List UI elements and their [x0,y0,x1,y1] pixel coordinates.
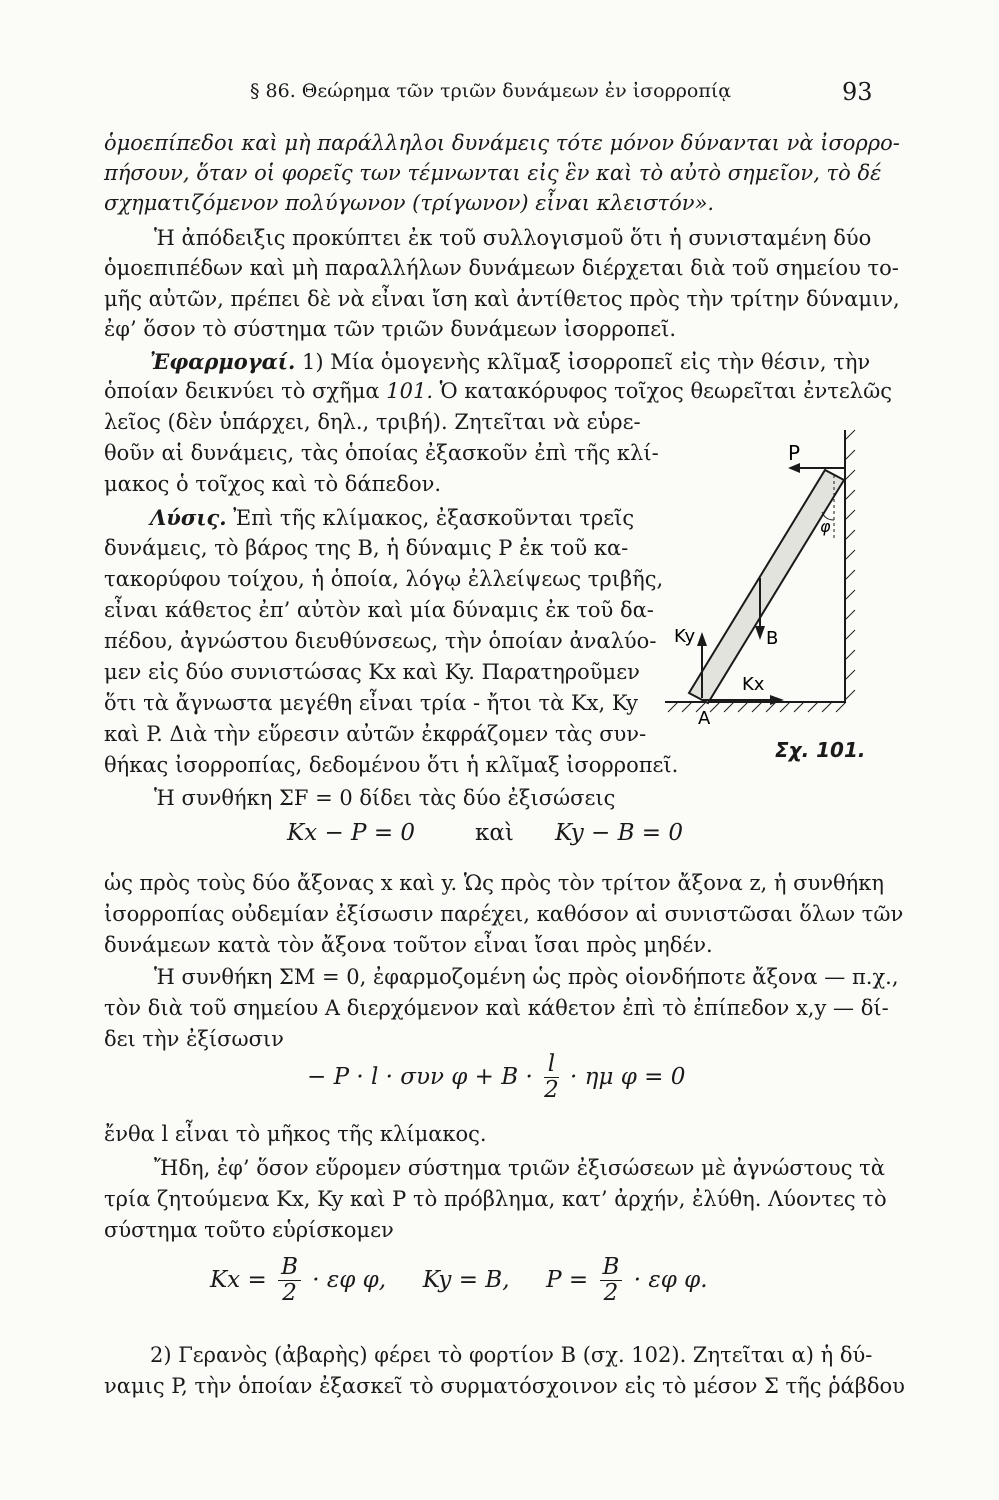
text-line: Ἡ ἀπόδειξις προκύπτει ἐκ τοῦ συλλογισμοῦ ὅτι ἡ συνισταμένη δύο [154,226,872,250]
text-line: ἰσορροπίας οὐδεμίαν ἐξίσωσιν παρέχει, καθόσον αἱ συνιστῶσαι ὅλων τῶν [104,902,904,926]
text-line: τὸν διὰ τοῦ σημείου A διερχόμενον καὶ κάθετον ἐπὶ τὸ ἐπίπεδον x,y — δί- [104,996,889,1020]
text-line: ναμις P, τὴν ὁποίαν ἐξασκεῖ τὸ συρματόσχοινον εἰς τὸ μέσον Σ τῆς ῥάβδου [104,1374,905,1398]
label-p: P [788,441,801,465]
fraction: $\frac{l}{2}$ [544,1051,559,1104]
text-line: μακος ὁ τοῖχος καὶ τὸ δάπεδον. [104,472,442,496]
text-line: τακορύφου τοίχου, ἡ ὁποία, λόγῳ ἐλλείψεως τριβῆς, [104,567,664,591]
text-line: ὅτι τὰ ἄγνωστα μεγέθη εἶναι τρία - ἤτοι τὰ Kx, Ky [104,691,639,715]
text-line: Λύσις. Ἐπὶ τῆς κλίμακος, ἐξασκοῦνται τρεῖς [150,505,635,530]
label-b: B [766,628,779,649]
fraction: $\frac{B}{2}$ [278,1255,301,1307]
label-kx: Kx [742,674,765,695]
label-a: A [698,708,711,729]
equation-1-right: Ky − B = 0 [555,820,684,846]
equation-1-left: Kx − P = 0 [287,820,416,846]
equation-2: − P · l · συν φ + B · $\frac{l}{2}$ · ημ φ = 0 [307,1051,686,1104]
text-line: 2) Γερανὸς (ἀβαρὴς) φέρει τὸ φορτίον B (σχ. 102). Ζητεῖται α) ἡ δύ- [150,1343,873,1367]
text-line: δυνάμεων κατὰ τὸν ἄξονα τοῦτον εἶναι ἴσαι πρὸς μηδέν. [104,933,713,957]
text-line: ὁμοεπιπέδων καὶ μὴ παραλλήλων δυνάμεων διέρχεται διὰ τοῦ σημείου το- [104,256,899,280]
text-line: πήσουν, ὅταν οἱ φορεῖς των τέμνωνται εἰς ἓν καὶ τὸ αὐτὸ σημεῖον, τὸ δέ [104,161,882,185]
text-line: Ἐφαρμογαί. 1) Μία ὁμογενὴς κλῖμαξ ἰσορροπεῖ εἰς τὴν θέσιν, τὴν [150,349,871,374]
label-ky: Ky [674,626,696,647]
text-line: πέδου, ἀγνώστου διευθύνσεως, τὴν ὁποίαν ἀναλύο- [104,629,657,653]
text-line: σύστημα τοῦτο εὑρίσκομεν [104,1218,394,1242]
text-line: καὶ P. Διὰ τὴν εὕρεσιν αὐτῶν ἐκφράζομεν τὰς συν- [104,722,647,746]
label-phi: φ [820,517,831,536]
text-line: ὡς πρὸς τοὺς δύο ἄξονας x καὶ y. Ὡς πρὸς τὸν τρίτον ἄξονα z, ἡ συνθήκη [104,871,884,895]
figure-ladder [660,420,890,770]
text-line: ἐφ’ ὅσον τὸ σύστημα τῶν τριῶν δυνάμεων ἰσορροπεῖ. [104,317,676,341]
text-line: θοῦν αἱ δυνάμεις, τὰς ὁποίας ἐξασκοῦν ἐπὶ τῆς κλί- [104,441,659,465]
text-line: ὁμοεπίπεδοι καὶ μὴ παράλληλοι δυνάμεις τότε μόνον δύνανται νὰ ἰσορρο- [104,131,900,155]
text-line: σχηματιζόμενον πολύγωνον (τρίγωνον) εἶναι κλειστόν». [104,191,715,215]
text-line: δει τὴν ἐξίσωσιν [104,1027,284,1051]
text-line: δυνάμεις, τὸ βάρος της B, ἡ δύναμις P ἐκ τοῦ κα- [104,536,629,560]
text-line: τρία ζητούμενα Kx, Ky καὶ P τὸ πρόβλημα, κατ’ ἀρχήν, ἐλύθη. Λύοντες τὸ [104,1187,887,1211]
running-header [0,80,999,110]
figure-caption: Σχ. 101. [775,738,866,762]
section-heading: Ἐφαρμογαί. [150,349,296,374]
header-title: § 86. Θεώρημα τῶν τριῶν δυνάμεων ἐν ἰσορροπίᾳ [250,80,732,102]
equation-3: Kx = $\frac{B}{2}$ · εφ φ, Ky = B, P = $\frac{B}{2}$ · εφ φ. [210,1254,708,1307]
text-line: Ἡ συνθήκη ΣF = 0 δίδει τὰς δύο ἐξισώσεις [154,786,616,810]
equation-1-and: καὶ [475,820,514,846]
text-line: ὁποίαν δεικνύει τὸ σχῆμα 101. Ὁ κατακόρυφος τοῖχος θεωρεῖται ἐντελῶς [104,379,893,403]
section-heading: Λύσις. [150,505,227,530]
page-number: 93 [842,78,873,106]
text-line: μῆς αὐτῶν, πρέπει δὲ νὰ εἶναι ἴση καὶ ἀντίθετος πρὸς τὴν τρίτην δύναμιν, [104,287,900,311]
text-line: Ἡ συνθήκη ΣM = 0, ἐφαρμοζομένη ὡς πρὸς οἱονδήποτε ἄξονα — π.χ., [154,965,899,989]
fraction: $\frac{B}{2}$ [600,1255,623,1307]
text-line: εἶναι κάθετος ἐπ’ αὐτὸν καὶ μία δύναμις ἐκ τοῦ δα- [104,598,654,622]
text-line: λεῖος (δὲν ὑπάρχει, δηλ., τριβή). Ζητεῖται νὰ εὑρε- [104,410,641,434]
text-line: θήκας ἰσορροπίας, δεδομένου ὅτι ἡ κλῖμαξ ἰσορροπεῖ. [104,753,679,777]
text-line: Ἤδη, ἐφ’ ὅσον εὕρομεν σύστημα τριῶν ἐξισώσεων μὲ ἀγνώστους τὰ [154,1156,885,1180]
text-line: μεν εἰς δύο συνιστώσας Kx καὶ Ky. Παρατηροῦμεν [104,660,640,684]
text-line: ἔνθα l εἶναι τὸ μῆκος τῆς κλίμακος. [104,1122,487,1146]
